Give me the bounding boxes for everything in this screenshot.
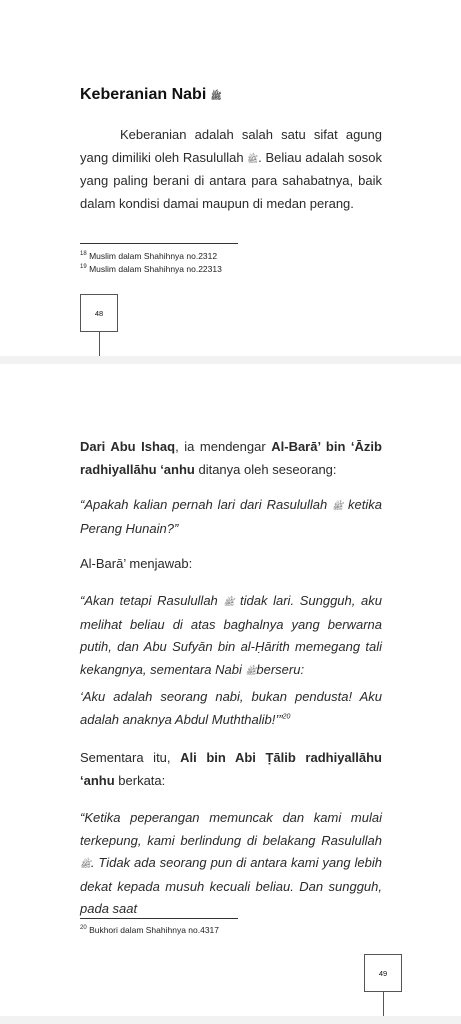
paragraph-narration: Dari Abu Ishaq, ia mendengar Al-Barā’ bin ‘Āzib radhiyallāhu ‘anhu ditanya oleh seseorang: (80, 439, 382, 477)
page-number-line (99, 332, 100, 356)
footnote-separator (80, 243, 238, 244)
section-heading: Keberanian Nabi ﷺ (80, 86, 222, 103)
footnote-20: $^{20}$ Bukhori dalam Shahihnya no.4317 (80, 925, 220, 935)
page-number-line (383, 992, 384, 1016)
salawat-symbol: ﷺ (223, 597, 235, 607)
footnote-ref-20: 20 (282, 713, 291, 721)
page-48 (0, 0, 461, 356)
salawat-symbol: ﷺ (245, 665, 257, 676)
footnote-18: $^{18}$ Muslim dalam Shahihnya no.2312 (80, 251, 218, 261)
page-number: 49 (378, 968, 388, 978)
page-49 (0, 364, 461, 1016)
paragraph-answer: “Akan tetapi Rasulullah ﷺ tidak lari. Sungguh, aku melihat beliau di atas baghalnya yang berwarna putih, dan Abu Sufyān bin al-Ḥārith memegang tali kekangnya, sementara Nabi ﷺberseru: (80, 593, 382, 677)
footnote-separator (80, 918, 238, 919)
paragraph-ali: Sementara itu, Ali bin Abi Ṭālib radhiyallāhu ‘anhu berkata: (80, 750, 382, 788)
page-number: 48 (94, 308, 104, 318)
page-number-box (364, 954, 402, 992)
paragraph-intro: Keberanian adalah salah satu sifat agung yang dimiliki oleh Rasulullah ﷺ. Beliau adalah sosok yang paling berani di antara para sahabatnya, baik dalam kondisi damai maupun di medan perang. (80, 127, 382, 211)
paragraph-question: “Apakah kalian pernah lari dari Rasulullah ﷺ ketika Perang Hunain?” (80, 497, 382, 536)
salawat-symbol: ﷺ (332, 501, 344, 511)
footnote-19: $^{19}$ Muslim dalam Shahihnya no.22313 (80, 264, 222, 274)
paragraph-proclamation: ‘Aku adalah seorang nabi, bukan pendusta! Aku adalah anaknya Abdul Muththalib!’”$^{20}$ (80, 689, 382, 727)
paragraph-ali-quote: “Ketika peperangan memuncak dan kami mulai terkepung, kami berlindung di belakang Rasulullah ﷺ. Tidak ada seorang pun di antara kami yang lebih dekat kepada musuh kecuali beliau. Dan sungguh, pada saat (80, 810, 382, 916)
paragraph-answer-intro: Al-Barā’ menjawab: (80, 556, 193, 571)
salawat-symbol: ﷺ (247, 153, 259, 164)
page-number-box (80, 294, 118, 332)
salawat-symbol: ﷺ (80, 859, 91, 869)
salawat-symbol: ﷺ (210, 91, 222, 101)
